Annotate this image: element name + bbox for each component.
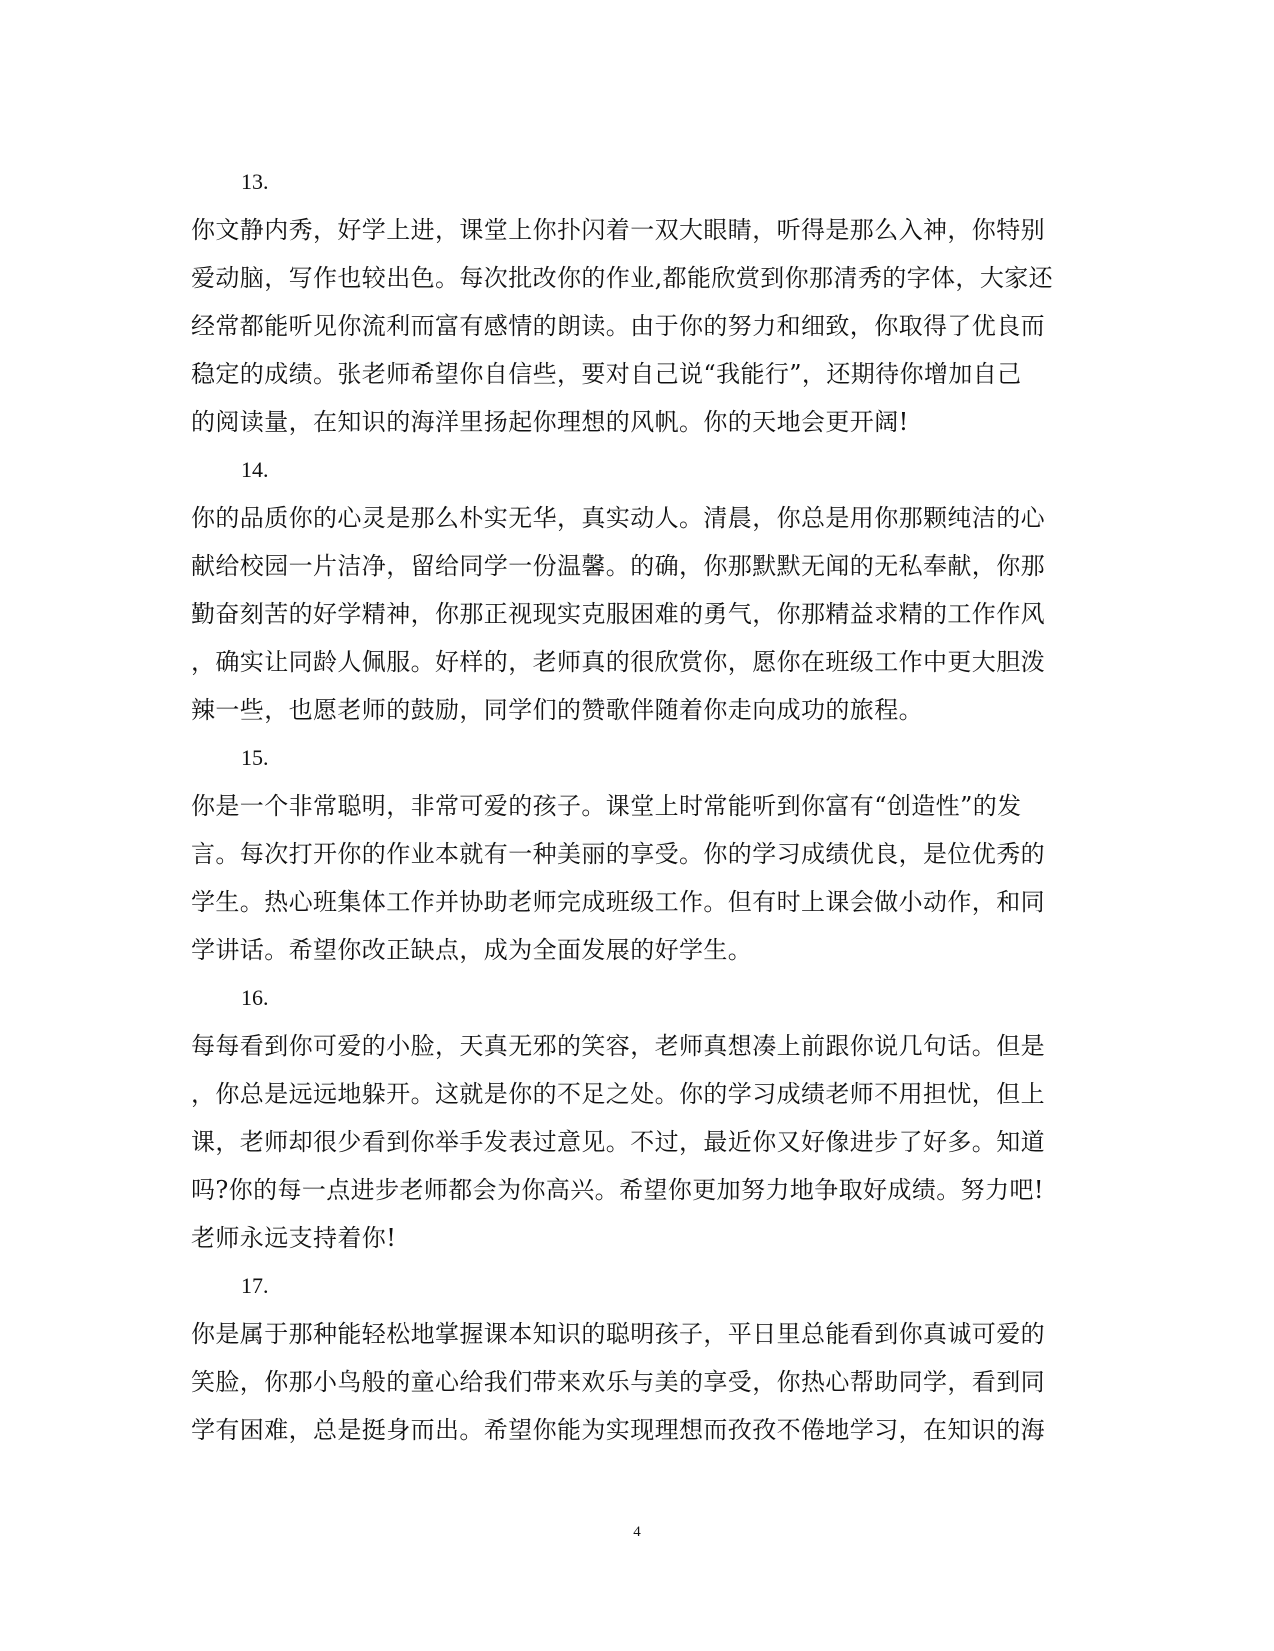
entry-text-line: 言。每次打开你的作业本就有一种美丽的享受。你的学习成绩优良，是位优秀的 bbox=[191, 840, 1045, 868]
entry-number: 15. bbox=[241, 745, 269, 770]
entry-text-line: 学生。热心班集体工作并协助老师完成班级工作。但有时上课会做小动作，和同 bbox=[191, 888, 1045, 916]
entry-number: 16. bbox=[241, 985, 269, 1010]
comment-entry-13 bbox=[191, 158, 1081, 446]
entry-text-line: ，确实让同龄人佩服。好样的，老师真的很欣赏你，愿你在班级工作中更大胆泼 bbox=[191, 648, 1045, 676]
comment-entry-15 bbox=[191, 734, 1081, 974]
entry-text-line: 的阅读量，在知识的海洋里扬起你理想的风帆。你的天地会更开阔! bbox=[191, 408, 909, 436]
entry-text-line: 课，老师却很少看到你举手发表过意见。不过，最近你又好像进步了好多。知道 bbox=[191, 1128, 1045, 1156]
entry-text-line: 勤奋刻苦的好学精神，你那正视现实克服困难的勇气，你那精益求精的工作作风 bbox=[191, 600, 1045, 628]
page-number: 4 bbox=[633, 1524, 641, 1540]
entry-text-line: 你文静内秀，好学上进，课堂上你扑闪着一双大眼睛，听得是那么入神，你特别 bbox=[191, 216, 1045, 244]
entry-number: 14. bbox=[241, 457, 269, 482]
entry-text-line: 你是属于那种能轻松地掌握课本知识的聪明孩子，平日里总能看到你真诚可爱的 bbox=[191, 1320, 1045, 1348]
entry-text-line: 老师永远支持着你! bbox=[191, 1224, 397, 1252]
comment-entry-14 bbox=[191, 446, 1081, 734]
entry-text-line: 吗?你的每一点进步老师都会为你高兴。希望你更加努力地争取好成绩。努力吧! bbox=[191, 1176, 1044, 1204]
entry-text-line: 笑脸，你那小鸟般的童心给我们带来欢乐与美的享受，你热心帮助同学，看到同 bbox=[191, 1368, 1045, 1396]
entry-number: 13. bbox=[241, 169, 269, 194]
entry-text-line: 学有困难，总是挺身而出。希望你能为实现理想而孜孜不倦地学习，在知识的海 bbox=[191, 1416, 1045, 1444]
entry-text-line: 学讲话。希望你改正缺点，成为全面发展的好学生。 bbox=[191, 936, 753, 964]
comment-entry-17 bbox=[191, 1262, 1081, 1454]
entry-text-line: 每每看到你可爱的小脸，天真无邪的笑容，老师真想凑上前跟你说几句话。但是 bbox=[191, 1032, 1045, 1060]
entry-number: 17. bbox=[241, 1273, 269, 1298]
entry-text-line: 你的品质你的心灵是那么朴实无华，真实动人。清晨，你总是用你那颗纯洁的心 bbox=[191, 504, 1045, 532]
entry-text-line: 你是一个非常聪明，非常可爱的孩子。课堂上时常能听到你富有“创造性”的发 bbox=[191, 792, 1022, 820]
entry-text-line: ，你总是远远地躲开。这就是你的不足之处。你的学习成绩老师不用担忧，但上 bbox=[191, 1080, 1045, 1108]
entry-text-line: 辣一些，也愿老师的鼓励，同学们的赞歌伴随着你走向成功的旅程。 bbox=[191, 696, 923, 724]
entry-text-line: 爱动脑，写作也较出色。每次批改你的作业,都能欣赏到你那清秀的字体，大家还 bbox=[191, 264, 1054, 292]
entry-text-line: 经常都能听见你流利而富有感情的朗读。由于你的努力和细致，你取得了优良而 bbox=[191, 312, 1045, 340]
entry-text-line: 稳定的成绩。张老师希望你自信些，要对自己说“我能行”，还期待你增加自己 bbox=[191, 360, 1022, 388]
entry-text-line: 献给校园一片洁净，留给同学一份温馨。的确，你那默默无闻的无私奉献，你那 bbox=[191, 552, 1045, 580]
comment-entry-16 bbox=[191, 974, 1081, 1262]
document-body bbox=[191, 158, 1081, 1454]
